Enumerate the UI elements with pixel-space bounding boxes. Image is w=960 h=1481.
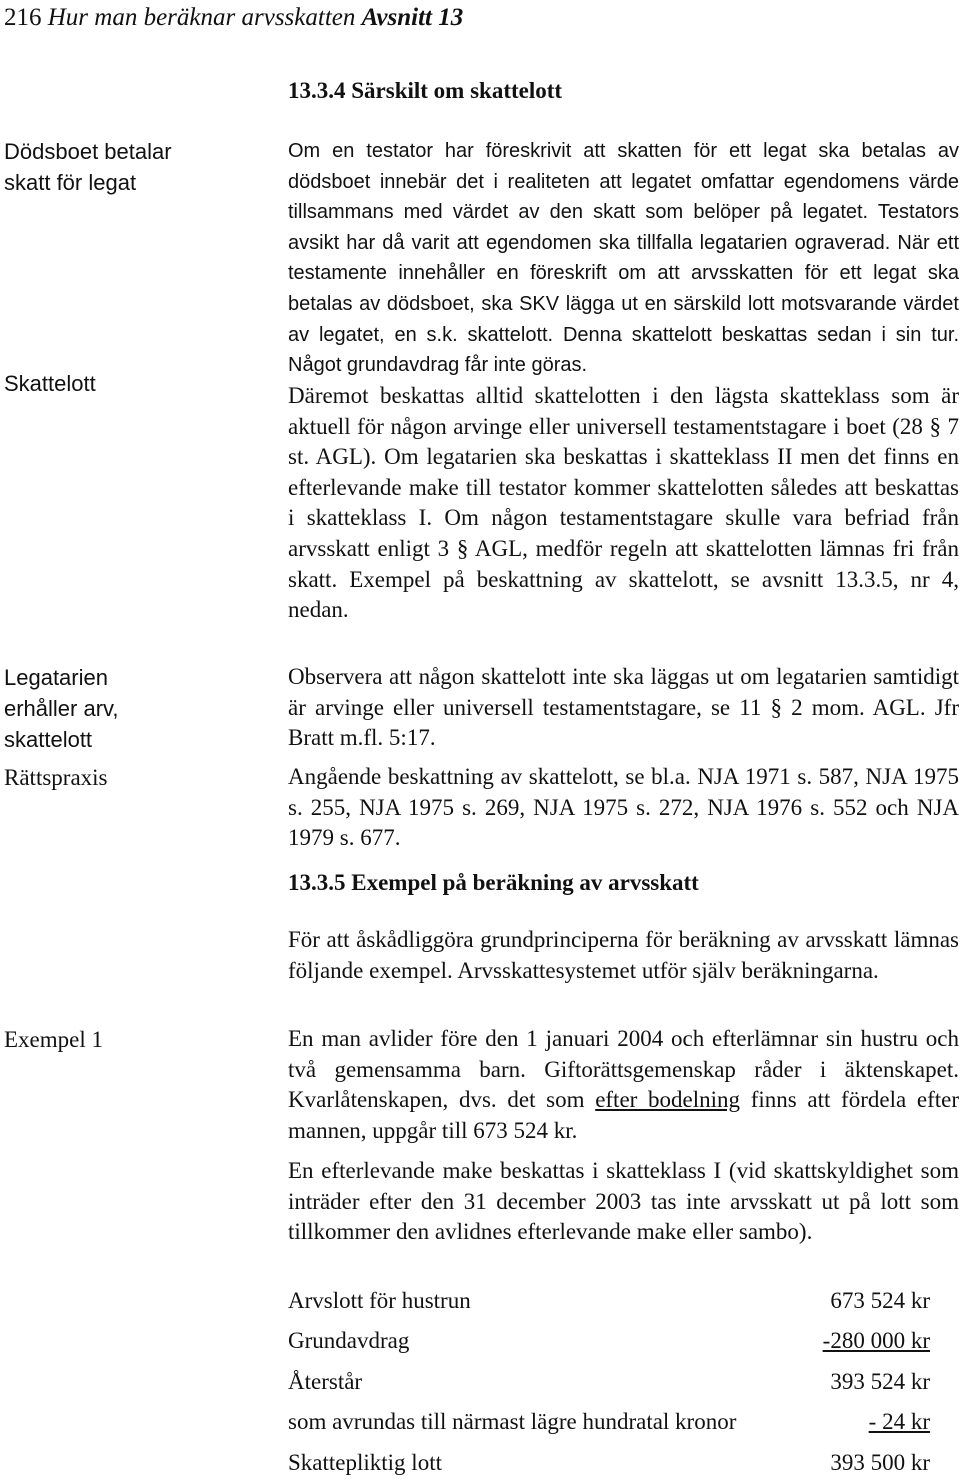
paragraph-part: finns att fördela efter mannen, uppgår till 673 524 kr. [288,1087,959,1143]
margin-note-exempel1: Exempel 1 [4,1027,103,1052]
underlined-phrase: efter bodelning [595,1087,740,1113]
section-label: Avsnitt 13 [361,4,464,31]
page-header [4,4,463,32]
paragraph-example1-a [288,1024,959,1146]
margin-note-dodsboet: Dödsboet betalar skatt för legat [4,139,172,195]
calc-amount: - 24 kr [868,1409,930,1434]
paragraph-rattspraxis: Angående beskattning av skattelott, se bl.a. NJA 1971 s. 587, NJA 1975 s. 255, NJA 1975 s. 269, NJA 1975 s. 272, NJA 1976 s. 552 och NJA 1979 s. 677. [288,764,959,851]
paragraph-example1-b: En efterlevande make beskattas i skatteklass I (vid skattskyldighet som inträder efter den 31 december 2003 tas inte arvsskatt ut på lott som tillkommer den avlidnes efterlevande make eller sambo). [288,1158,959,1245]
paragraph-legatarien: Observera att någon skattelott inte ska läggas ut om legatarien samtidigt är arvinge eller universell testamentstagare, se 11 § 2 mom. AGL. Jfr Bratt m.fl. 5:17. [288,664,959,751]
section-1335-heading: 13.3.5 Exempel på beräkning av arvsskatt [288,870,699,895]
page-number: 216 [4,4,42,31]
paragraph-skattelott-intro [288,136,959,381]
calc-row [288,1328,930,1358]
calc-amount: 673 524 kr [830,1288,930,1313]
margin-note-legatarien: Legatarien erhåller arv, skattelott [4,665,119,752]
calc-label: Arvslott för hustrun [288,1288,471,1313]
calc-amount: 393 524 kr [830,1369,930,1394]
calc-amount: -280 000 kr [822,1328,930,1353]
calc-label: Grundavdrag [288,1328,410,1353]
paragraph-part: Om en testator har föreskrivit att skatten för ett legat ska betalas av dödsboet innebär det i realiteten att legatet omfattar egendomens värde tillsammans med värdet av den skatt som belöper på legatet. Testators avsikt har då varit att egendomen ska tillfalla legatarien ograverad. [288,140,959,254]
paragraph-part: En man avlider före den 1 januari 2004 och efterlämnar sin hustru och två gemensamma barn. Giftorättsgemenskap råder i äktenskapet. Kvarlåtenskapen, dvs. det som [288,1026,959,1113]
calc-label: Återstår [288,1369,363,1394]
calc-row [288,1450,930,1480]
paragraph-skattelott-rules: Däremot beskattas alltid skattelotten i den lägsta skatteklass som är aktuell för någon arvinge eller universell testamentstagare i boet (28 § 7 st. AGL). Om legatarien ska beskattas i skatteklass II men det finns en efterlevande make till testator kommer skattelotten således att beskattas i skatteklass I. Om någon testamentstagare skulle vara befriad från arvsskatt enligt 3 § AGL, medför regeln att skattelotten lämnas fri från skatt. Exempel på beskattning av skattelott, se avsnitt 13.3.5, nr 4, nedan. [288,383,959,623]
calc-amount: 393 500 kr [830,1450,930,1475]
calc-row [288,1288,930,1318]
paragraph-part: När ett testamente innehåller en föreskrift om att arvsskatten för ett legat ska betalas av dödsboet, ska SKV lägga ut en särskild lott motsvarande värdet av legatet, en s.k. skattelott. Denna skattelott beskattas sedan i sin tur. Något grundavdrag får inte göras. [288,231,959,377]
margin-note-rattspraxis: Rättspraxis [4,765,108,790]
calc-row [288,1369,930,1399]
calc-label: Skattepliktig lott [288,1450,442,1475]
paragraph-example-intro: För att åskådliggöra grundprinciperna för beräkning av arvsskatt lämnas följande exempel. Arvsskattesystemet utför själv beräkningarna. [288,927,959,983]
calc-row [288,1409,930,1439]
chapter-title: Hur man beräknar arvsskatten [47,4,356,31]
section-1334-heading: 13.3.4 Särskilt om skattelott [288,78,563,103]
margin-note-skattelott: Skattelott [4,371,96,396]
calc-label: som avrundas till närmast lägre hundratal kronor [288,1409,737,1434]
